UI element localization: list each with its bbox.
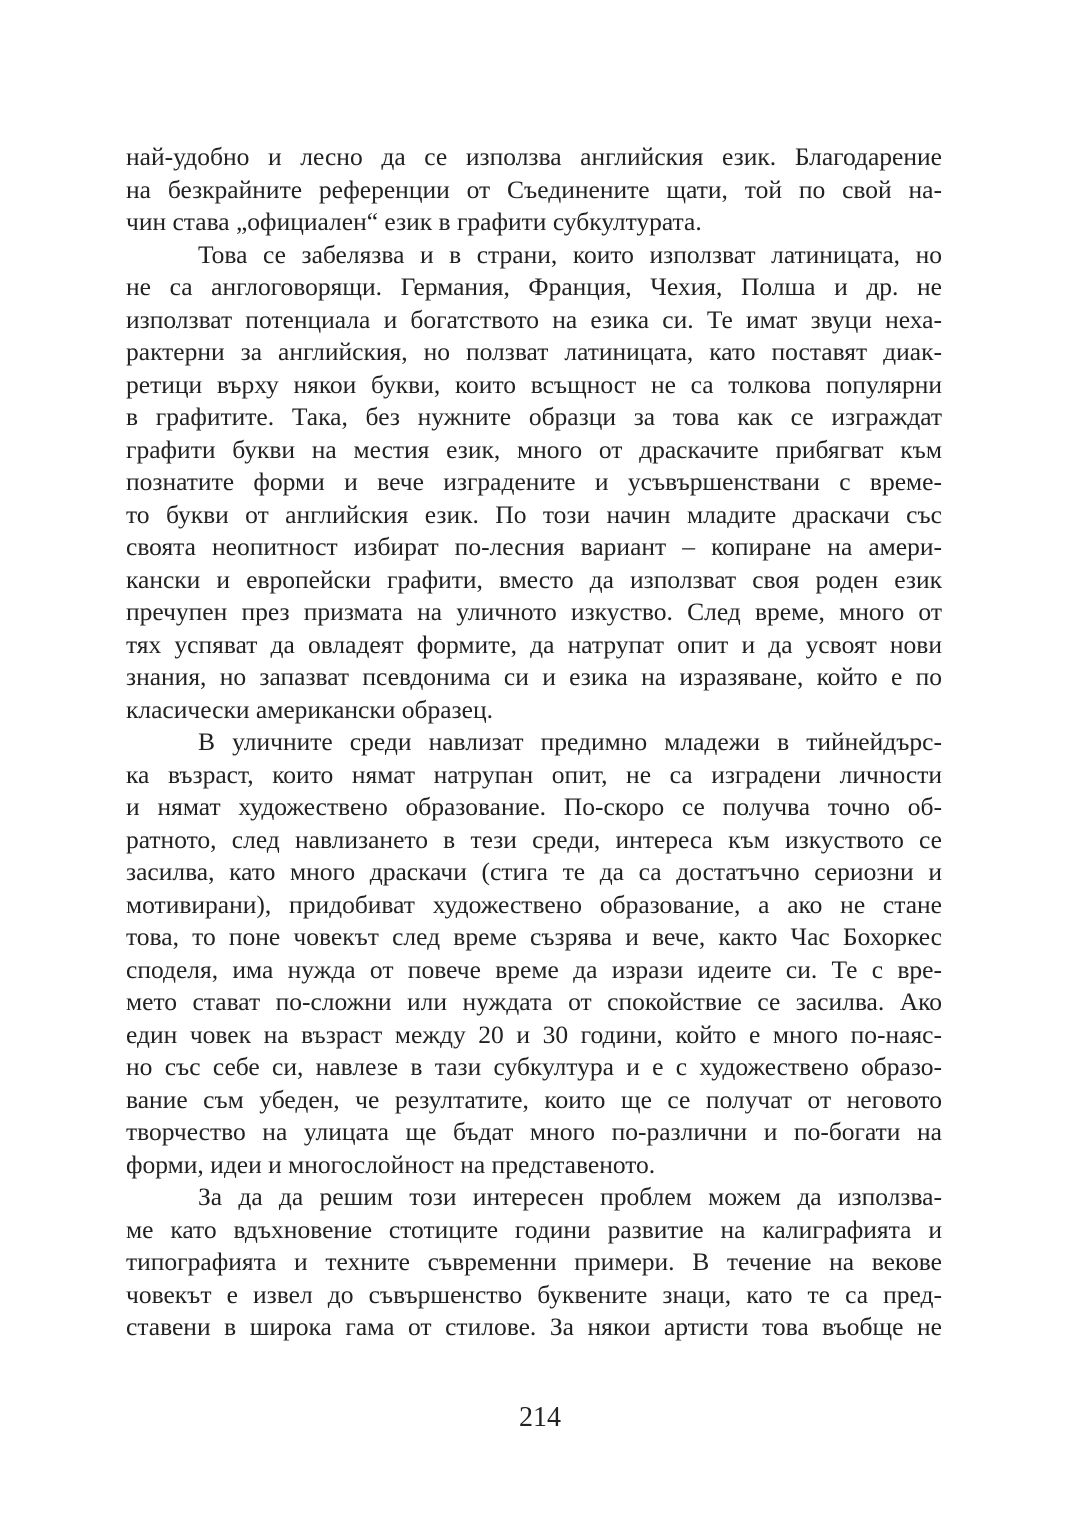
text-line: мотивирани), придобиват художествено образование, а ако не стане [126, 889, 942, 919]
text-line: но със себе си, навлезе в тази субкултура и е с художествено образо- [126, 1052, 942, 1081]
text-line: В уличните среди навлизат предимно младежи в тийнейдърс- [198, 727, 942, 756]
text-line: За да да решим този интересен проблем можем да използва- [198, 1182, 942, 1211]
page-number: 214 [519, 1402, 561, 1433]
paragraph [126, 726, 942, 1181]
text-line: ка възраст, които нямат натрупан опит, не са изградени личности [126, 759, 942, 789]
text-line: един човек на възраст между 20 и 30 години, който е много по-наяс- [126, 1019, 942, 1049]
paragraph [126, 141, 942, 239]
text-line: Това се забелязва и в страни, които използват латиницата, но [198, 239, 942, 269]
text-line: рактерни за английския, но ползват латиницата, като поставят диак- [126, 337, 942, 366]
paragraph [126, 1181, 942, 1344]
text-line: пречупен през призмата на уличното изкуство. След време, много от [126, 597, 942, 626]
body-text [126, 141, 942, 1344]
text-line: класически американски образец. [126, 694, 493, 724]
text-line: на безкрайните референции от Съединените щати, той по свой на- [126, 174, 942, 204]
text-line: това, то поне човекът след време съзрява и вече, както Час Бохоркес [126, 922, 942, 951]
text-line: споделя, има нужда от повече време да изрази идеите си. Те с вре- [126, 954, 942, 984]
text-line: знания, но запазват псевдонима си и езика на изразяване, който е по [126, 662, 942, 691]
text-line: тях успяват да овладеят формите, да натрупат опит и да усвоят нови [126, 629, 942, 659]
text-line: използват потенциала и богатството на езика си. Те имат звуци неха- [126, 304, 942, 334]
paragraph [126, 239, 942, 727]
text-line: ставени в широка гама от стилове. За някои артисти това въобще не [126, 1312, 942, 1341]
text-line: чин става „официален“ език в графити субкултурата. [126, 207, 702, 236]
text-line: ме като вдъхновение стотиците години развитие на калиграфията и [126, 1214, 942, 1244]
text-line: вание съм убеден, че резултатите, които ще се получат от неговото [126, 1084, 942, 1114]
text-line: форми, идеи и многослойност на представеното. [126, 1149, 656, 1179]
text-line: типографията и техните съвременни примери. В течение на векове [126, 1247, 942, 1276]
text-line: графити букви на местия език, много от драскачите прибягват към [126, 434, 942, 464]
text-line: човекът е извел до съвършенство буквените знаци, като те са пред- [126, 1279, 942, 1309]
text-line: кански и европейски графити, вместо да използват своя роден език [126, 564, 942, 594]
text-line: то букви от английския език. По този начин младите драскачи със [126, 499, 942, 529]
text-line: мето стават по-сложни или нуждата от спокойствие се засилва. Ако [126, 987, 942, 1016]
text-line: ретици върху някои букви, които всъщност не са толкова популярни [126, 369, 942, 399]
text-line: творчество на улицата ще бъдат много по-различни и по-богати на [126, 1117, 942, 1146]
text-line: най-удобно и лесно да се използва английския език. Благодарение [126, 142, 942, 171]
text-line: ратното, след навлизането в тези среди, интереса към изкуството се [126, 824, 942, 854]
text-line: не са англоговорящи. Германия, Франция, Чехия, Полша и др. не [126, 272, 942, 301]
text-line: засилва, като много драскачи (стига те да са достатъчно сериозни и [126, 857, 942, 886]
text-line: и нямат художествено образование. По-скоро се получва точно об- [126, 792, 942, 821]
text-line: познатите форми и вече изградените и усъвършенствани с време- [126, 467, 942, 496]
text-line: своята неопитност избират по-лесния вариант – копиране на амери- [126, 532, 942, 561]
text-line: в графитите. Така, без нужните образци за това как се изграждат [126, 402, 942, 431]
